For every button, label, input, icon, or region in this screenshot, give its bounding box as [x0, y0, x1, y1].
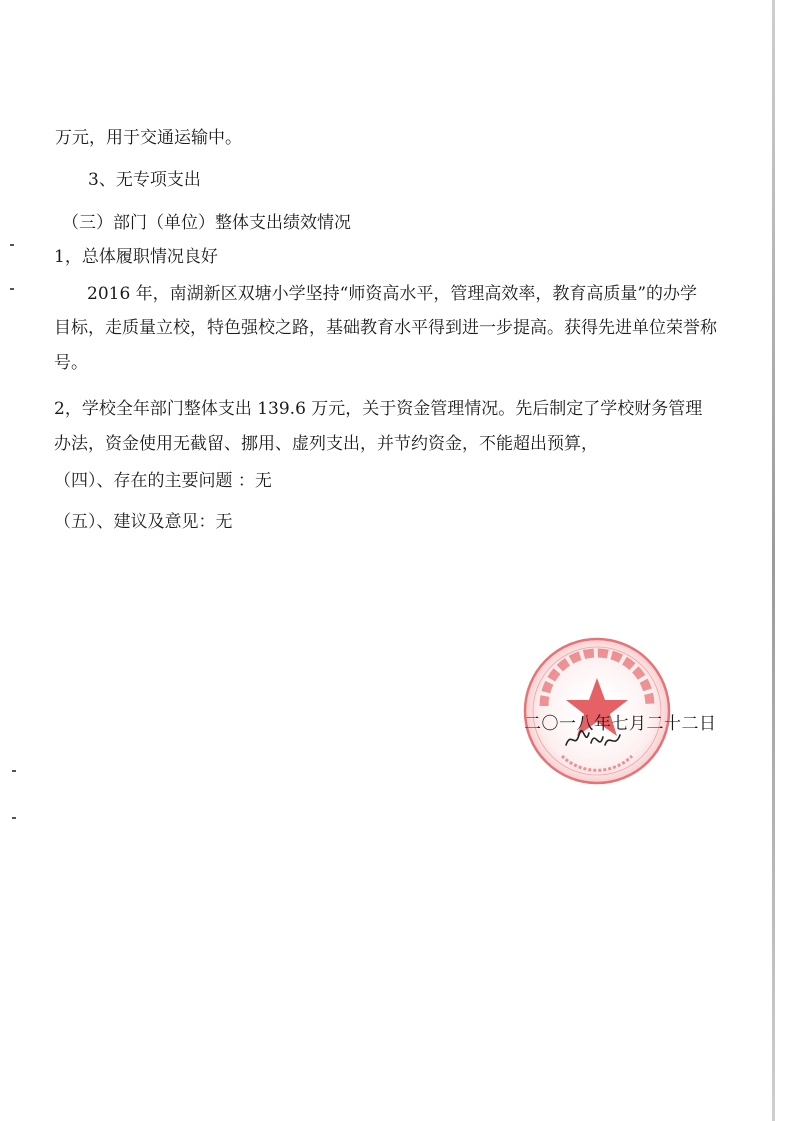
paragraph-line: 目标，走质量立校，特色强校之路，基础教育水平得到进一步提高。获得先进单位荣誉称: [54, 318, 717, 338]
section-heading: （五）、建议及意见：无: [54, 512, 233, 532]
scan-mark: [12, 817, 16, 819]
official-seal: [522, 636, 672, 786]
scan-mark: [12, 770, 16, 772]
text-line: 3、无专项支出: [88, 170, 201, 190]
paragraph-line: 号。: [54, 353, 88, 373]
scan-mark: [10, 244, 14, 246]
handwritten-signature: [563, 725, 623, 753]
section-heading: （三）部门（单位）整体支出绩效情况: [62, 213, 351, 233]
paragraph-line: 2，学校全年部门整体支出 139.6 万元，关于资金管理情况。先后制定了学校财务管理: [54, 399, 703, 419]
date-line: 二〇一八年七月二十二日: [524, 714, 717, 734]
paragraph-line: 2016 年，南湖新区双塘小学坚持“师资高水平，管理高效率，教育高质量”的办学: [87, 284, 698, 304]
text-line: 万元，用于交通运输中。: [55, 128, 242, 148]
section-heading: （四）、存在的主要问题 ：无: [54, 471, 272, 491]
paragraph-line: 办法，资金使用无截留、挪用、虚列支出，并节约资金，不能超出预算，: [54, 434, 598, 454]
scan-mark: [10, 288, 14, 290]
list-item: 1，总体履职情况良好: [54, 247, 218, 267]
page-edge: [772, 0, 775, 1121]
